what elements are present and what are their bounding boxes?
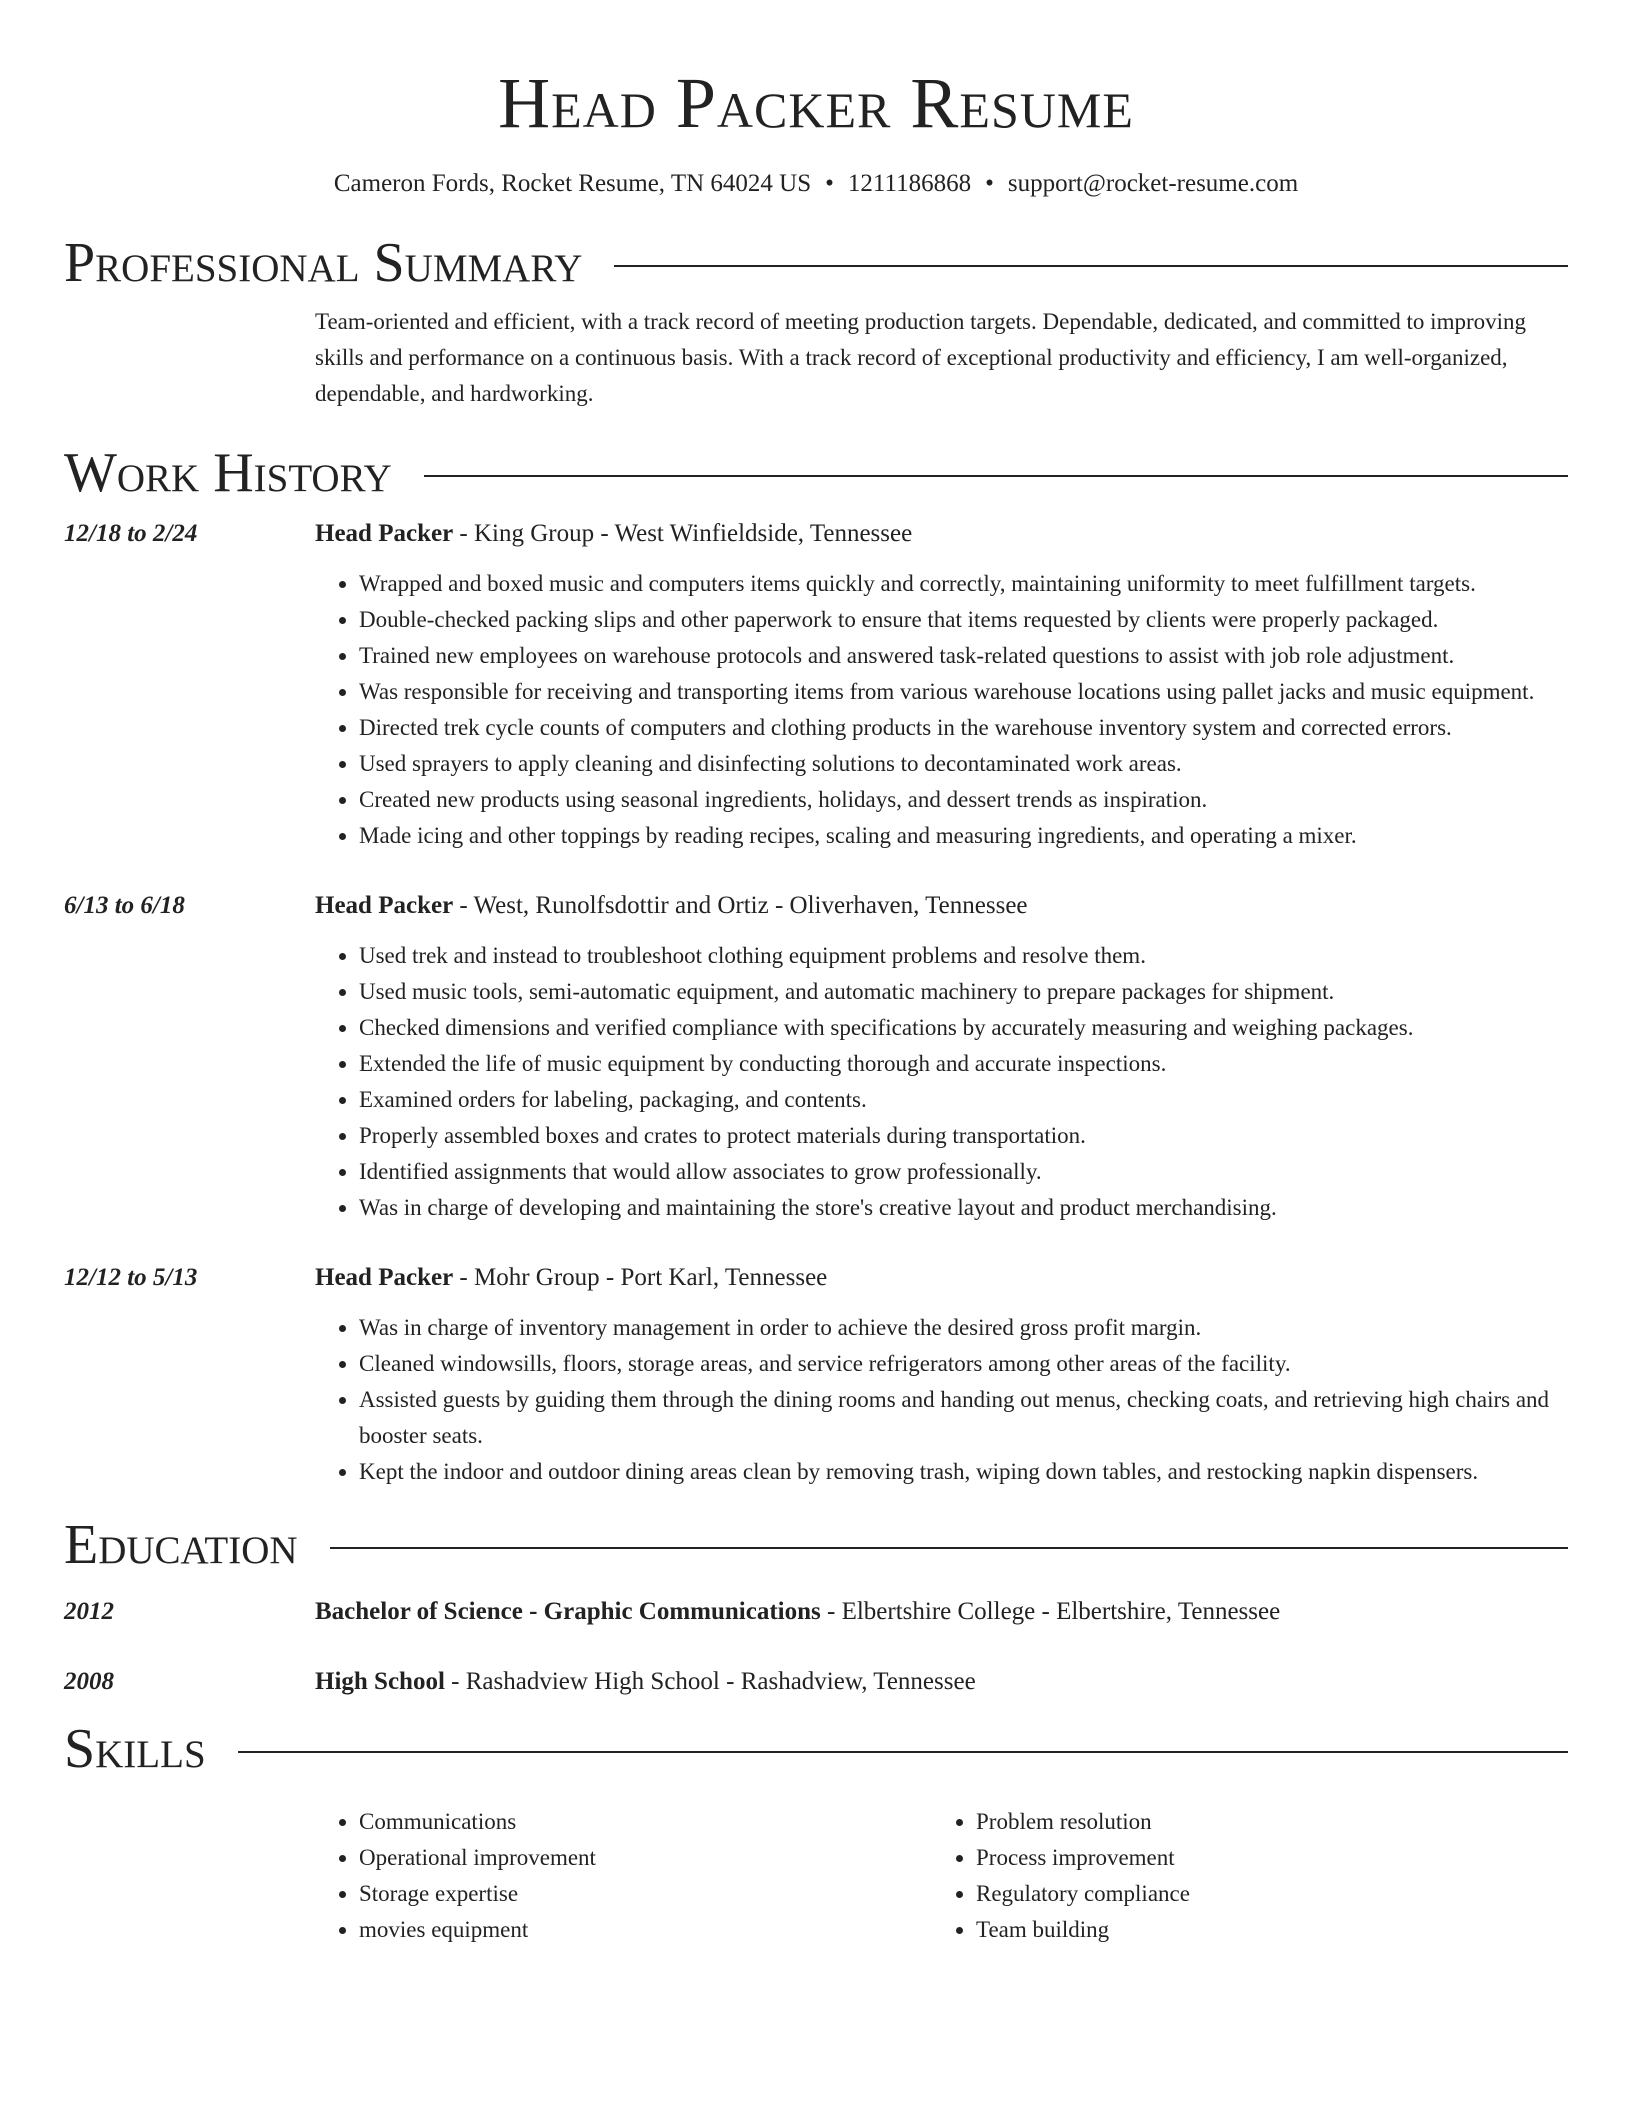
skills-columns <box>315 1804 1568 1948</box>
education-details: - Elbertshire College - Elbertshire, Tennessee <box>820 1598 1281 1625</box>
job-bullet: • Made icing and other toppings by reading recipes, scaling and measuring ingredients, and operating a mixer. <box>359 818 1568 854</box>
contact-separator: • <box>825 170 834 197</box>
job-bullet: • Used music tools, semi-automatic equipment, and automatic machinery to prepare packages for shipment. <box>359 974 1568 1010</box>
job-entry <box>64 888 1568 1226</box>
job-role: Head Packer <box>315 892 454 919</box>
contact-line <box>64 168 1568 200</box>
work-section-title: Work History <box>64 442 392 504</box>
education-degree: Bachelor of Science - Graphic Communications <box>315 1598 821 1625</box>
job-details: - Mohr Group - Port Karl, Tennessee <box>453 1264 828 1291</box>
skill-item: • Process improvement <box>976 1840 1549 1876</box>
education-entry <box>64 1594 1568 1630</box>
job-body <box>315 516 1568 854</box>
education-heading <box>315 1594 1568 1630</box>
job-entry <box>64 516 1568 854</box>
job-bullet: • Cleaned windowsills, floors, storage areas, and service refrigerators among other areas of the facility. <box>359 1346 1568 1382</box>
job-body <box>315 888 1568 1226</box>
skill-item: • Storage expertise <box>359 1876 932 1912</box>
job-bullet: • Used sprayers to apply cleaning and disinfecting solutions to decontaminated work areas. <box>359 746 1568 782</box>
contact-separator: • <box>985 170 994 197</box>
job-date: 12/18 to 2/24 <box>64 520 198 547</box>
job-bullet: • Assisted guests by guiding them through the dining rooms and handing out menus, checking coats, and retrieving high chairs and booster seats. <box>359 1382 1568 1454</box>
job-heading <box>315 888 1568 924</box>
skill-item: • movies equipment <box>359 1912 932 1948</box>
job-entry <box>64 1260 1568 1490</box>
summary-text: Team-oriented and efficient, with a track record of meeting production targets. Dependable, dedicated, and committed to improving skills and performance on a continuous basis. With a track record of exceptional productivity and efficiency, I am well-organized, dependable, and hardworking. <box>315 309 1527 406</box>
section-divider <box>614 265 1568 267</box>
skill-item: • Operational improvement <box>359 1840 932 1876</box>
job-bullet: • Used trek and instead to troubleshoot clothing equipment problems and resolve them. <box>359 938 1568 974</box>
skills-list-right <box>932 1804 1549 1948</box>
work-section-header <box>64 440 1568 506</box>
skill-item: • Problem resolution <box>976 1804 1549 1840</box>
job-bullet: • Properly assembled boxes and crates to protect materials during transportation. <box>359 1118 1568 1154</box>
education-details: - Rashadview High School - Rashadview, Tennessee <box>444 1668 976 1695</box>
job-date: 6/13 to 6/18 <box>64 892 185 919</box>
section-divider <box>424 475 1568 477</box>
job-body <box>315 1260 1568 1490</box>
skill-item: • Communications <box>359 1804 932 1840</box>
job-bullet: • Examined orders for labeling, packaging, and contents. <box>359 1082 1568 1118</box>
contact-phone: 1211186868 <box>847 170 972 197</box>
job-bullet: • Wrapped and boxed music and computers items quickly and correctly, maintaining uniformity to meet fulfillment targets. <box>359 566 1568 602</box>
job-bullet-list <box>315 566 1568 854</box>
job-bullet-list <box>315 938 1568 1226</box>
job-bullet: • Identified assignments that would allow associates to grow professionally. <box>359 1154 1568 1190</box>
education-entry <box>64 1664 1568 1700</box>
section-divider <box>238 1751 1568 1753</box>
section-divider <box>330 1547 1568 1549</box>
contact-email: support@rocket-resume.com <box>1007 170 1299 197</box>
job-bullet-list <box>315 1310 1568 1490</box>
job-heading <box>315 516 1568 552</box>
skill-item: • Team building <box>976 1912 1549 1948</box>
skills-list-left <box>315 1804 932 1948</box>
job-bullet: • Double-checked packing slips and other paperwork to ensure that items requested by clients were properly packaged. <box>359 602 1568 638</box>
job-details: - West, Runolfsdottir and Ortiz - Oliverhaven, Tennessee <box>453 892 1028 919</box>
education-section-header <box>64 1512 1568 1578</box>
contact-address: Cameron Fords, Rocket Resume, TN 64024 US <box>333 170 812 197</box>
job-role: Head Packer <box>315 520 454 547</box>
job-bullet: • Trained new employees on warehouse protocols and answered task-related questions to assist with job role adjustment. <box>359 638 1568 674</box>
job-date: 12/12 to 5/13 <box>64 1264 198 1291</box>
education-date: 2008 <box>64 1668 114 1695</box>
job-bullet: • Was in charge of inventory management in order to achieve the desired gross profit margin. <box>359 1310 1568 1346</box>
job-bullet: • Directed trek cycle counts of computers and clothing products in the warehouse inventory system and corrected errors. <box>359 710 1568 746</box>
skill-item: • Regulatory compliance <box>976 1876 1549 1912</box>
job-bullet: • Extended the life of music equipment by conducting thorough and accurate inspections. <box>359 1046 1568 1082</box>
skills-section-header <box>64 1716 1568 1782</box>
job-bullet: • Created new products using seasonal ingredients, holidays, and dessert trends as inspiration. <box>359 782 1568 818</box>
education-date: 2012 <box>64 1598 114 1625</box>
job-bullet: • Kept the indoor and outdoor dining areas clean by removing trash, wiping down tables, and restocking napkin dispensers. <box>359 1454 1568 1490</box>
job-heading <box>315 1260 1568 1296</box>
education-degree: High School <box>315 1668 445 1695</box>
job-bullet: • Checked dimensions and verified compliance with specifications by accurately measuring and weighing packages. <box>359 1010 1568 1046</box>
resume-title: Head Packer Resume <box>498 63 1134 143</box>
education-section-title: Education <box>64 1514 298 1576</box>
job-bullet: • Was in charge of developing and maintaining the store's creative layout and product merchandising. <box>359 1190 1568 1226</box>
job-role: Head Packer <box>315 1264 454 1291</box>
job-bullet: • Was responsible for receiving and transporting items from various warehouse locations using pallet jacks and music equipment. <box>359 674 1568 710</box>
summary-section-header <box>64 230 1568 296</box>
skills-section-title: Skills <box>64 1718 206 1780</box>
job-details: - King Group - West Winfieldside, Tennessee <box>453 520 913 547</box>
resume-page <box>64 0 1568 1948</box>
summary-section-title: Professional Summary <box>64 232 583 294</box>
education-heading <box>315 1664 1568 1700</box>
